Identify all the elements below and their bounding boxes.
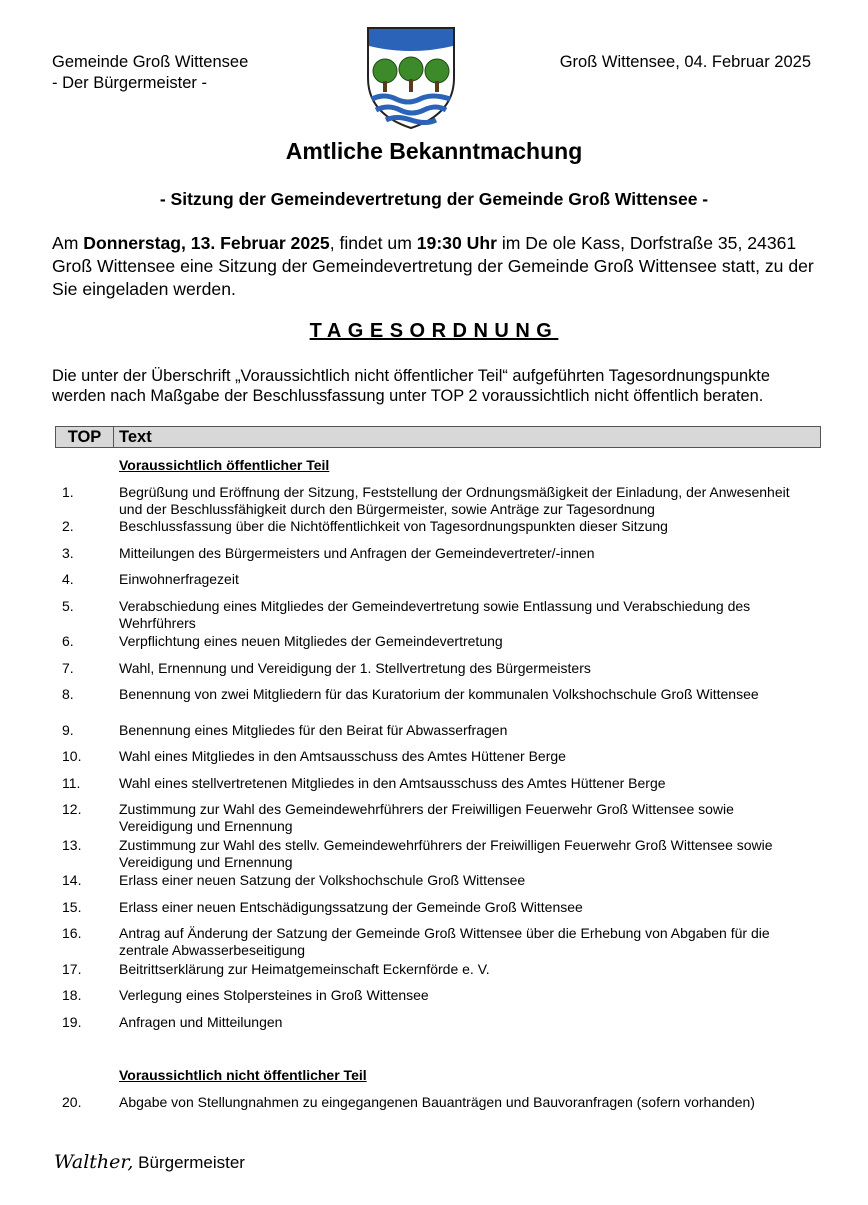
agenda-item-number: 20.: [62, 1094, 82, 1110]
agenda-item-text: Benennung von zwei Mitgliedern für das Kuratorium der kommunalen Volkshochschule Groß Wittensee: [119, 686, 759, 702]
agenda-item-text: Zustimmung zur Wahl des stellv. Gemeindewehrführers der Freiwilligen Feuerwehr Groß Wittensee sowie Vereidigung und Ernennung: [119, 837, 773, 870]
agenda-table-header: [55, 426, 821, 448]
non-public-note: Die unter der Überschrift „Voraussichtlich nicht öffentlicher Teil“ aufgeführten Tagesordnungspunkte werden nach Maßgabe der Beschlussfassung unter TOP 2 voraussichtlich nicht öffentlich beraten.: [52, 367, 770, 405]
agenda-item-text: Abgabe von Stellungnahmen zu eingegangenen Bauanträgen und Bauvoranfragen (sofern vorhanden): [119, 1094, 755, 1110]
agenda-item-text: Antrag auf Änderung der Satzung der Gemeinde Groß Wittensee über die Erhebung von Abgaben für die zentrale Abwasserbeseitigung: [119, 925, 770, 958]
agenda-item-number: 4.: [62, 571, 74, 587]
sender-block: [52, 52, 248, 94]
agenda-item-text: Wahl eines Mitgliedes in den Amtsausschuss des Amtes Hüttener Berge: [119, 748, 566, 764]
agenda-item-number: 19.: [62, 1014, 82, 1030]
agenda-item-number: 18.: [62, 987, 82, 1003]
agenda-item-number: 15.: [62, 899, 82, 915]
agenda-item-text: Einwohnerfragezeit: [119, 571, 239, 587]
intro-text-1: Am: [52, 233, 84, 253]
signature-name: Walther,: [54, 1151, 134, 1173]
signature-role: Bürgermeister: [138, 1153, 245, 1172]
sender-municipality: Gemeinde Groß Wittensee: [52, 53, 249, 71]
meeting-time: 19:30 Uhr: [416, 233, 497, 253]
intro-text-2: , findet um: [329, 233, 417, 253]
coat-of-arms-icon: [366, 26, 456, 130]
public-section-heading: Voraussichtlich öffentlicher Teil: [119, 457, 330, 473]
agenda-item-text: Erlass einer neuen Satzung der Volkshochschule Groß Wittensee: [119, 872, 526, 888]
agenda-item-number: 8.: [62, 686, 74, 702]
agenda-item-text: Verabschiedung eines Mitgliedes der Gemeindevertretung sowie Entlassung und Verabschiedung des Wehrführers: [119, 598, 751, 631]
agenda-heading: TAGESORDNUNG: [309, 320, 559, 342]
agenda-item-number: 14.: [62, 872, 82, 888]
agenda-item-number: 9.: [62, 722, 74, 738]
agenda-item-number: 5.: [62, 598, 74, 614]
invitation-paragraph: [52, 232, 827, 301]
document-subtitle: - Sitzung der Gemeindevertretung der Gemeinde Groß Wittensee -: [159, 189, 709, 209]
intro-text-3: im De ole Kass, Dorfstraße 35, 24361 Groß Wittensee eine Sitzung der Gemeindevertretung der Gemeinde Groß Wittensee statt, zu der Sie eingeladen werden.: [52, 233, 814, 299]
agenda-item-number: 6.: [62, 633, 74, 649]
agenda-item-text: Begrüßung und Eröffnung der Sitzung, Feststellung der Ordnungsmäßigkeit der Einladung, der Anwesenheit und der Beschlussfähigkeit durch den Bürgermeister, sowie Anträge zur Tagesordnung: [119, 484, 790, 517]
agenda-item-number: 3.: [62, 545, 74, 561]
agenda-item-number: 12.: [62, 801, 82, 817]
meeting-date: Donnerstag, 13. Februar 2025: [83, 233, 330, 253]
agenda-item-number: 1.: [62, 484, 74, 500]
sender-office: - Der Bürgermeister -: [52, 74, 207, 92]
column-header-top: TOP: [56, 427, 114, 447]
agenda-item-text: Zustimmung zur Wahl des Gemeindewehrführers der Freiwilligen Feuerwehr Groß Wittensee sowie Vereidigung und Ernennung: [119, 801, 734, 834]
agenda-item-number: 16.: [62, 925, 82, 941]
signature-block: [54, 1151, 245, 1173]
agenda-item-number: 11.: [62, 775, 81, 791]
private-section-heading: Voraussichtlich nicht öffentlicher Teil: [119, 1067, 367, 1083]
agenda-item-number: 13.: [62, 837, 82, 853]
column-header-text: Text: [119, 428, 152, 446]
agenda-item-text: Verlegung eines Stolpersteines in Groß Wittensee: [119, 987, 429, 1003]
agenda-item-number: 10.: [62, 748, 82, 764]
agenda-item-text: Wahl, Ernennung und Vereidigung der 1. Stellvertretung des Bürgermeisters: [119, 660, 591, 676]
place-and-date: Groß Wittensee, 04. Februar 2025: [559, 53, 811, 71]
agenda-item-text: Beitrittserklärung zur Heimatgemeinschaft Eckernförde e. V.: [119, 961, 490, 977]
document-title: Amtliche Bekanntmachung: [285, 138, 583, 164]
agenda-item-text: Verpflichtung eines neuen Mitgliedes der Gemeindevertretung: [119, 633, 503, 649]
agenda-item-text: Benennung eines Mitgliedes für den Beirat für Abwasserfragen: [119, 722, 508, 738]
agenda-item-text: Erlass einer neuen Entschädigungssatzung der Gemeinde Groß Wittensee: [119, 899, 583, 915]
agenda-item-text: Wahl eines stellvertretenen Mitgliedes in den Amtsausschuss des Amtes Hüttener Berge: [119, 775, 666, 791]
agenda-item-number: 2.: [62, 518, 74, 534]
agenda-item-text: Beschlussfassung über die Nichtöffentlichkeit von Tagesordnungspunkten dieser Sitzung: [119, 518, 668, 534]
agenda-item-number: 7.: [62, 660, 74, 676]
agenda-item-text: Mitteilungen des Bürgermeisters und Anfragen der Gemeindevertreter/-innen: [119, 545, 595, 561]
agenda-item-text: Anfragen und Mitteilungen: [119, 1014, 283, 1030]
agenda-item-number: 17.: [62, 961, 82, 977]
